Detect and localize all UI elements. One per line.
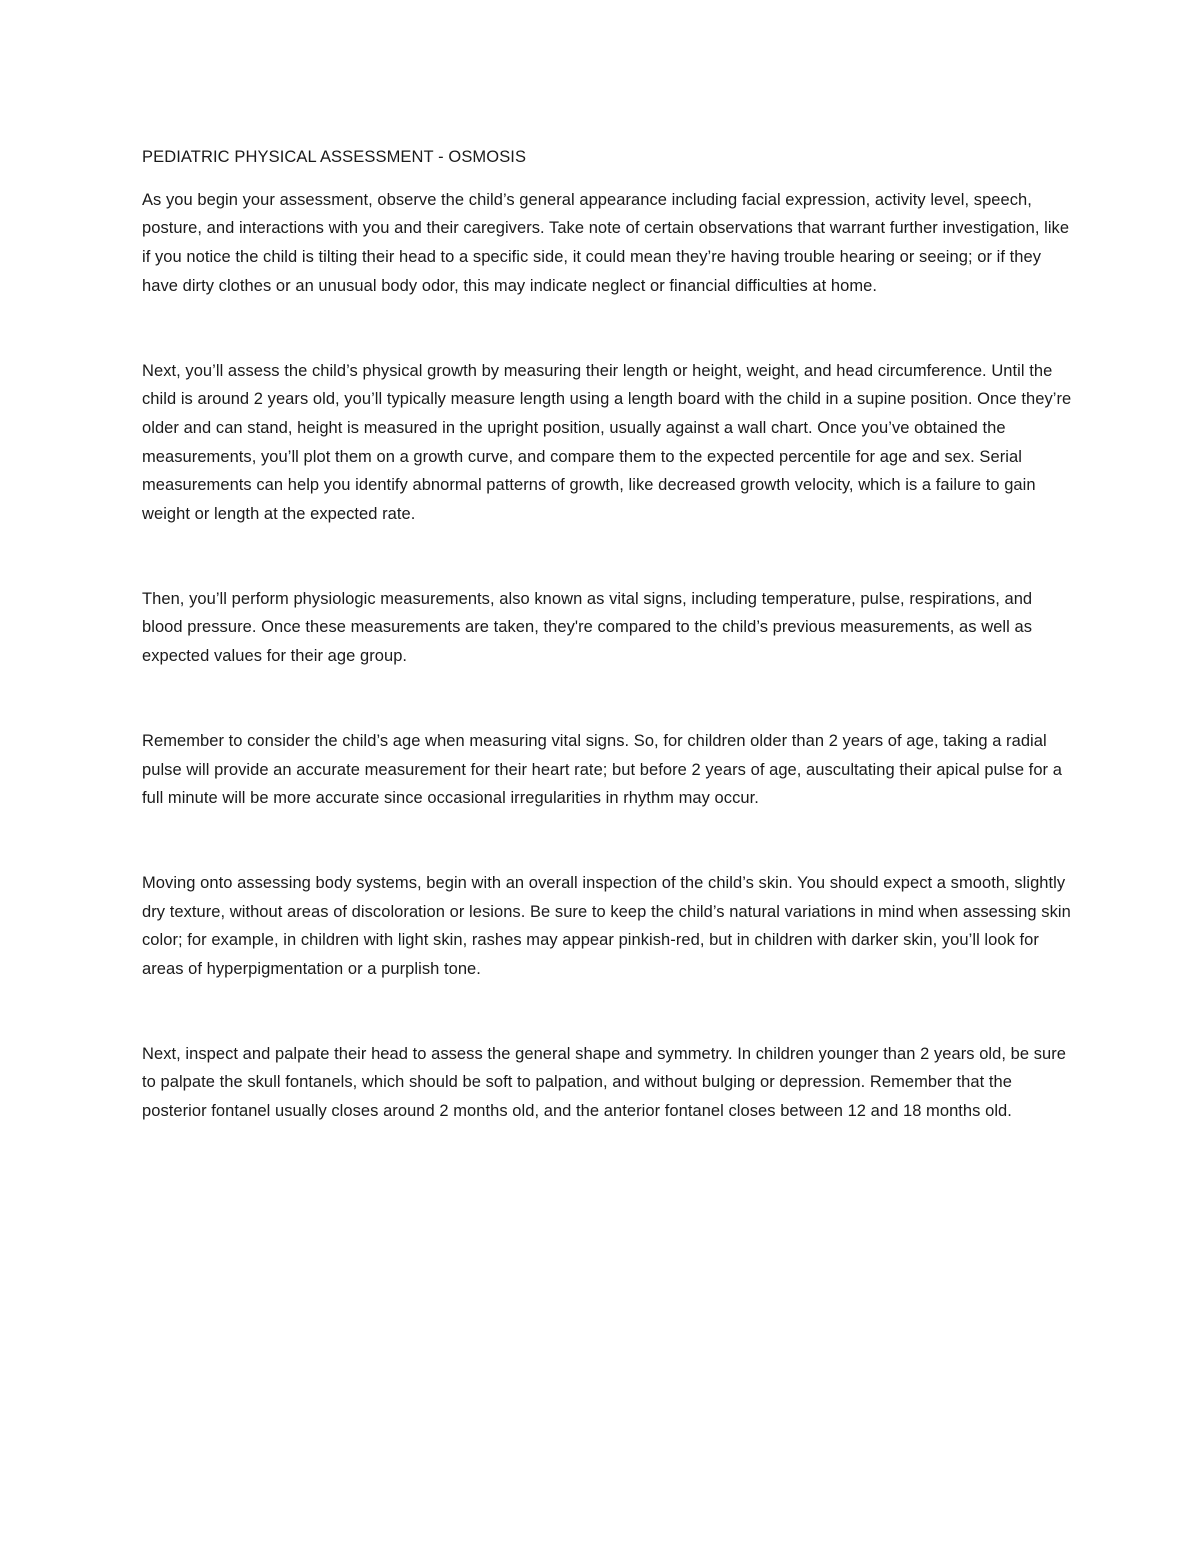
- paragraph-general-appearance: As you begin your assessment, observe the child’s general appearance including facial expression, activity level, speech, posture, and interactions with you and their caregivers. Take note of certain observations that warrant further investigation, like if you notice the child is tilting their head to a specific side, it could mean they’re having trouble hearing or seeing; or if they have dirty clothes or an unusual body odor, this may indicate neglect or financial difficulties at home.: [142, 190, 1070, 295]
- paragraph-age-considerations: Remember to consider the child’s age when measuring vital signs. So, for children older than 2 years of age, taking a radial pulse will provide an accurate measurement for their heart rate; but before 2 years of age, auscultating their apical pulse for a full minute will be more accurate since occasional irregularities in rhythm may occur.: [142, 731, 1062, 808]
- paragraph-vital-signs: Then, you’ll perform physiologic measurements, also known as vital signs, including temperature, pulse, respirations, and blood pressure. Once these measurements are taken, they're compared to the child’s previous measurements, as well as expected values for their age group.: [142, 589, 1033, 666]
- document-title: PEDIATRIC PHYSICAL ASSESSMENT - OSMOSIS: [142, 148, 527, 166]
- document-body: [142, 143, 1072, 1182]
- paragraph-physical-growth: Next, you’ll assess the child’s physical growth by measuring their length or height, weight, and head circumference. Until the child is around 2 years old, you’ll typically measure length using a length board with the child in a supine position. Once they’re older and can stand, height is measured in the upright position, usually against a wall chart. Once you’ve obtained the measurements, you’ll plot them on a growth curve, and compare them to the expected percentile for age and sex. Serial measurements can help you identify abnormal patterns of growth, like decreased growth velocity, which is a failure to gain weight or length at the expected rate.: [142, 361, 1072, 524]
- paragraph-head-inspection: Next, inspect and palpate their head to assess the general shape and symmetry. In children younger than 2 years old, be sure to palpate the skull fontanels, which should be soft to palpation, and without bulging or depression. Remember that the posterior fontanel usually closes around 2 months old, and the anterior fontanel closes between 12 and 18 months old.: [142, 1044, 1067, 1121]
- paragraph-skin-inspection: Moving onto assessing body systems, begin with an overall inspection of the child’s skin. You should expect a smooth, slightly dry texture, without areas of discoloration or lesions. Be sure to keep the child’s natural variations in mind when assessing skin color; for example, in children with light skin, rashes may appear pinkish-red, but in children with darker skin, you’ll look for areas of hyperpigmentation or a purplish tone.: [142, 873, 1071, 979]
